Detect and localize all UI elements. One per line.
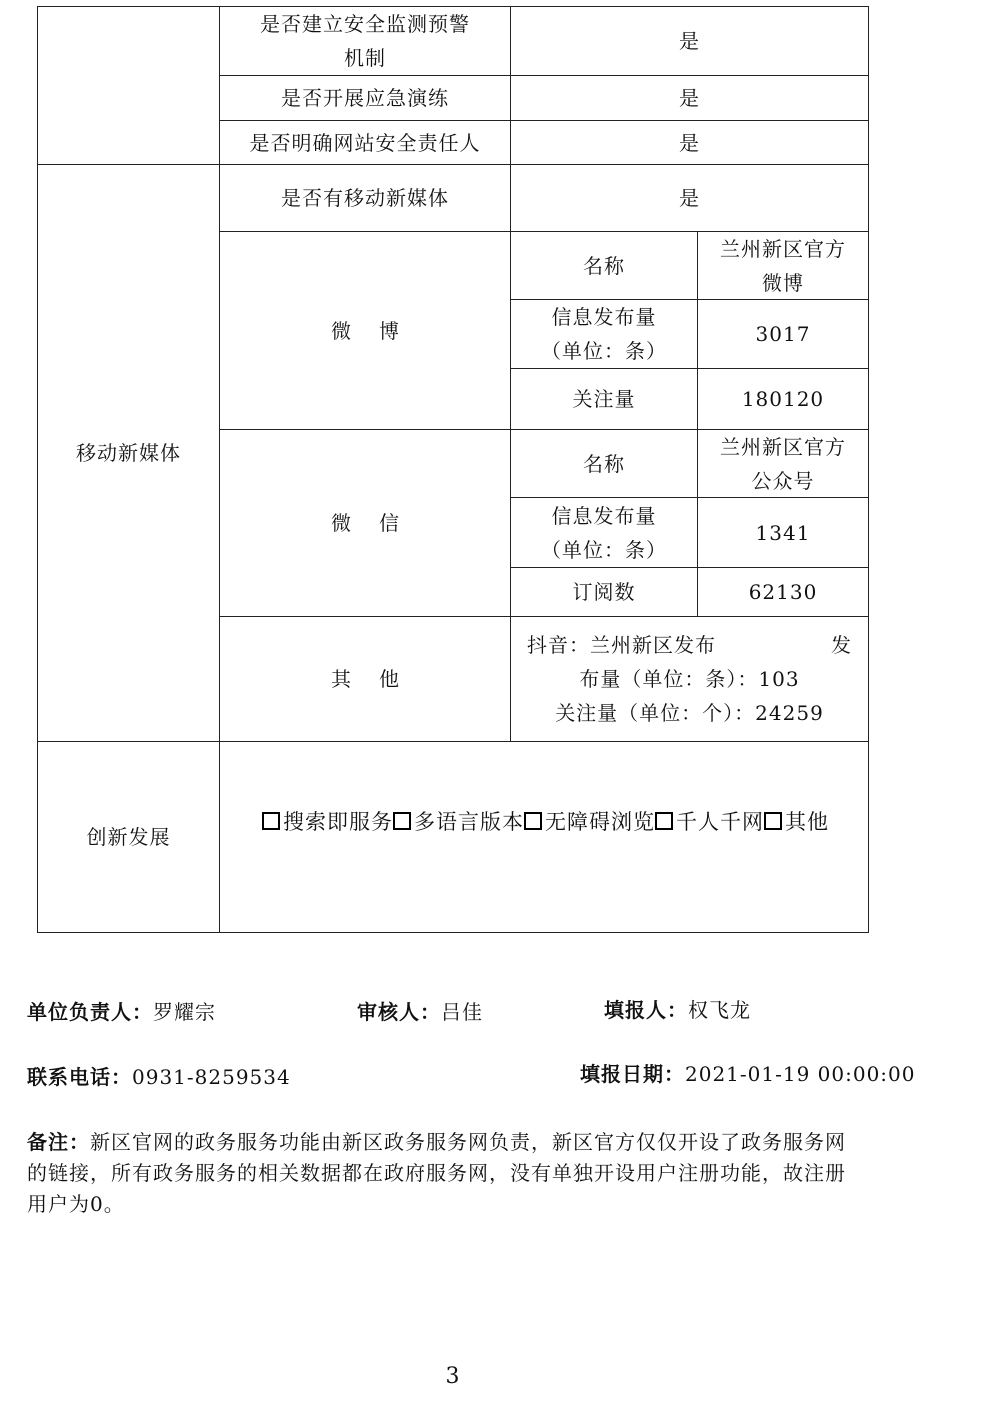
- label-security-officer: 是否明确网站安全责任人: [249, 130, 481, 155]
- wechat-name-label: 名称: [583, 451, 625, 476]
- checkbox-icon[interactable]: [393, 812, 411, 830]
- fill-date: [580, 1058, 916, 1087]
- wechat-name-value: [698, 430, 868, 497]
- checkbox-icon[interactable]: [524, 812, 542, 830]
- label-security-monitoring: [220, 7, 510, 75]
- label-innovation: 创新发展: [86, 825, 171, 849]
- reviewer-name: 吕佳: [441, 1000, 483, 1024]
- name-line: 公众号: [751, 468, 815, 493]
- value-emergency-drill: 是: [679, 86, 700, 110]
- name-line: 微博: [762, 270, 804, 295]
- weibo-follow-value: 180120: [741, 387, 825, 411]
- option-search-as-service[interactable]: [262, 806, 393, 836]
- date-label: 填报日期：: [580, 1062, 685, 1086]
- option-other[interactable]: [764, 806, 829, 836]
- phone-label: 联系电话：: [27, 1065, 132, 1089]
- leader-label: 单位负责人：: [27, 1000, 153, 1024]
- remark-text: 新区官网的政务服务功能由新区政务服务网负责，新区官方仅仅开设了政务服务网的链接，所有政务服务的相关数据都在政府服务网，没有单独开设用户注册功能，故注册用户为0。: [27, 1130, 846, 1216]
- checkbox-icon[interactable]: [764, 812, 782, 830]
- weibo-publish-value: 3017: [755, 322, 811, 346]
- label-line: 机制: [344, 46, 386, 70]
- weibo-text: 微博: [331, 318, 427, 343]
- other-line: 关注量（单位：个）：24259: [555, 701, 824, 725]
- other-line: [527, 628, 852, 662]
- option-label: 其他: [785, 810, 829, 834]
- option-accessibility[interactable]: [524, 806, 655, 836]
- weibo-name-label: 名称: [583, 253, 625, 278]
- remark: [27, 1127, 857, 1220]
- other-line: 布量（单位：条）：103: [579, 667, 800, 691]
- value-security-monitoring: 是: [679, 29, 700, 53]
- label-line: 信息发布量: [551, 503, 657, 528]
- label-line: （单位：条）: [541, 339, 667, 363]
- filler: [604, 994, 751, 1023]
- option-label: 无障碍浏览: [545, 810, 655, 834]
- label-has-mobile-media: 是否有移动新媒体: [281, 186, 449, 210]
- filler-label: 填报人：: [604, 998, 688, 1022]
- category-mobile-media: 移动新媒体: [76, 441, 181, 465]
- option-personalized[interactable]: [655, 806, 764, 836]
- reviewer-label: 审核人：: [357, 1000, 441, 1024]
- label-line: 信息发布量: [551, 305, 657, 329]
- checkbox-icon[interactable]: [655, 812, 673, 830]
- table-border-bottom: [37, 932, 869, 933]
- label-line: （单位：条）: [541, 537, 667, 562]
- page-number: 3: [445, 1364, 460, 1389]
- option-label: 千人千网: [676, 810, 764, 834]
- wechat-subscribe-label: 订阅数: [572, 580, 636, 604]
- name-line: 兰州新区官方: [720, 434, 846, 459]
- other-details: [511, 617, 868, 741]
- option-label: 搜索即服务: [283, 810, 393, 834]
- label-wechat: [220, 430, 510, 616]
- leader-name: 罗耀宗: [153, 1000, 216, 1024]
- remark-label: 备注：: [27, 1130, 90, 1154]
- value-has-mobile-media: 是: [679, 186, 700, 210]
- checkbox-icon[interactable]: [262, 812, 280, 830]
- wechat-subscribe-value: 62130: [748, 580, 818, 604]
- other-text: 其他: [331, 667, 427, 691]
- label-other: [220, 617, 510, 741]
- name-line: 兰州新区官方: [720, 236, 846, 261]
- weibo-follow-label: 关注量: [572, 387, 636, 411]
- wechat-text: 微信: [331, 511, 427, 535]
- filler-name: 权飞龙: [688, 998, 751, 1022]
- contact-phone: [27, 1061, 291, 1090]
- unit-leader: [27, 996, 216, 1025]
- weibo-name-value: [698, 232, 868, 299]
- wechat-publish-value: 1341: [755, 520, 811, 545]
- label-line: 是否建立安全监测预警: [260, 12, 470, 36]
- other-line-text: 发: [831, 633, 852, 657]
- date-value: 2021-01-19 00:00:00: [685, 1062, 916, 1086]
- table-border-right: [868, 6, 869, 933]
- label-emergency-drill: 是否开展应急演练: [281, 86, 449, 110]
- weibo-publish-label: [511, 300, 697, 368]
- value-security-officer: 是: [679, 130, 700, 155]
- label-weibo: [220, 232, 510, 429]
- reviewer: [357, 996, 483, 1025]
- phone-value: 0931-8259534: [132, 1065, 291, 1089]
- wechat-publish-label: [511, 498, 697, 567]
- other-line-text: 抖音：兰州新区发布: [527, 633, 716, 657]
- option-multilingual[interactable]: [393, 806, 524, 836]
- innovation-options: [262, 806, 829, 836]
- option-label: 多语言版本: [414, 810, 524, 834]
